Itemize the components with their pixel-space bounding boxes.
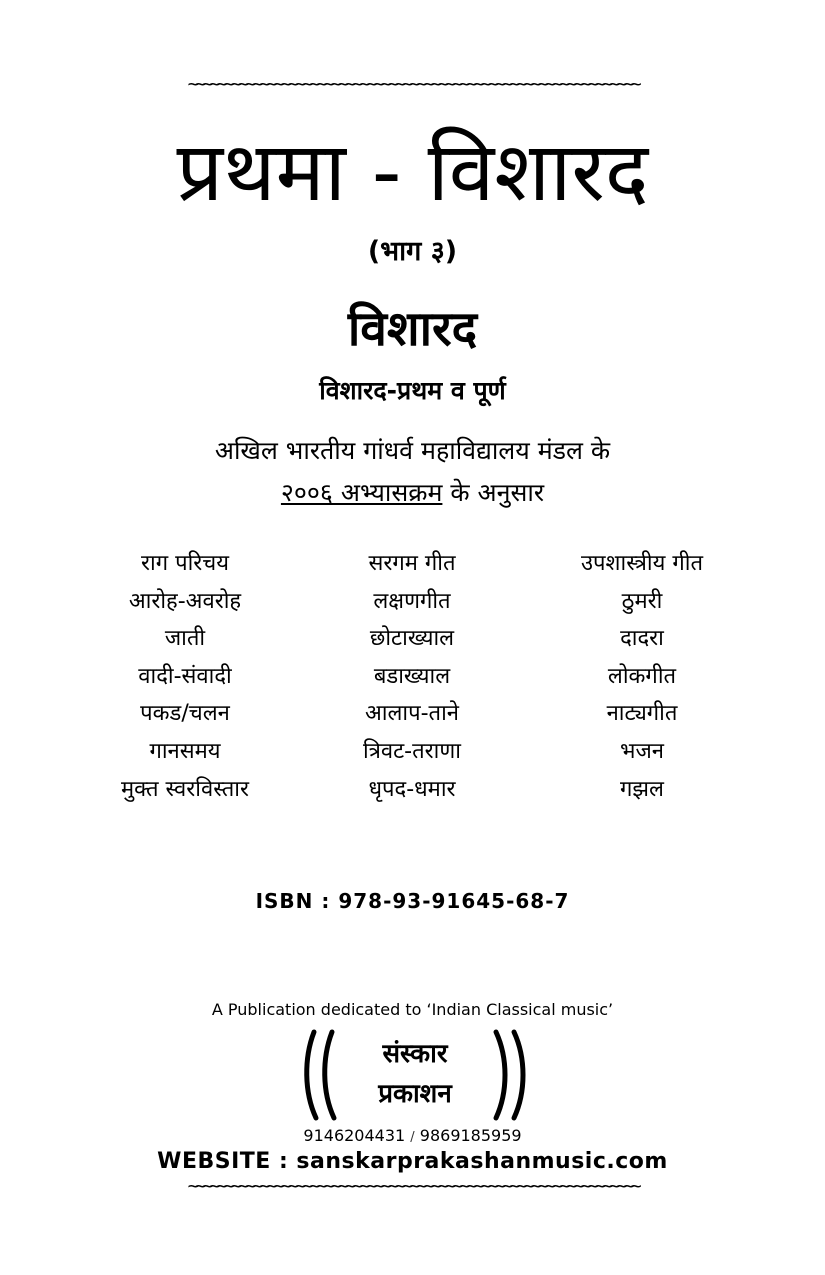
topic-item: गझल	[620, 776, 664, 802]
topic-item: सरगम गीत	[368, 551, 456, 576]
phone-number-1[interactable]: 9146204431	[303, 1126, 406, 1145]
topic-item: ठुमरी	[621, 588, 663, 614]
topic-item: पकड/चलन	[140, 701, 230, 727]
topic-item: राग परिचय	[141, 551, 229, 576]
logo-bars-left-icon	[300, 1028, 346, 1122]
publication-note: A Publication dedicated to ‘Indian Classical music’	[211, 1000, 614, 1019]
topics-column-3	[502, 545, 782, 808]
syllabus-line	[0, 474, 825, 512]
logo-bars-right-icon	[484, 1028, 530, 1122]
publisher-name-line1: संस्कार	[382, 1039, 448, 1069]
topic-item: लक्षणगीत	[373, 588, 451, 614]
syllabus-rest: के अनुसार	[442, 478, 545, 507]
course-label: विशारद-प्रथम व पूर्ण	[319, 376, 506, 405]
website-link[interactable]: WEBSITE : sanskarprakashanmusic.com	[157, 1149, 668, 1174]
publisher-name-line2: प्रकाशन	[378, 1079, 452, 1109]
topic-item: धृपद-धमार	[368, 776, 456, 802]
topic-item: नाट्यगीत	[606, 701, 678, 727]
topic-item: बडाख्याल	[373, 663, 451, 689]
topic-item: गानसमय	[149, 738, 221, 764]
subtitle: विशारद	[347, 301, 478, 357]
part-label: (भाग ३)	[367, 236, 458, 267]
topic-item: त्रिवट-तराणा	[363, 738, 461, 764]
topic-item: लोकगीत	[607, 663, 677, 689]
topic-item: उपशास्त्रीय गीत	[581, 551, 703, 576]
syllabus-year: २००६ अभ्यासक्रम	[280, 478, 443, 507]
phone-number-2[interactable]: 9869185959	[419, 1126, 522, 1145]
isbn: ISBN : 978-93-91645-68-7	[255, 889, 570, 913]
board-description: अखिल भारतीय गांधर्व महाविद्यालय मंडल के	[214, 436, 611, 465]
phone-separator: /	[410, 1130, 415, 1145]
topic-item: छोटाख्याल	[369, 626, 455, 652]
book-title: प्रथमा - विशारद	[176, 125, 649, 220]
bottom-tilde-border: ~~~~~~~~~~~~~~~~~~~~~~~~~~~~~~~~~~~~~~~~~~~~~~~~~~~~~~~~~~~~~~~	[187, 1176, 638, 1196]
publisher-logo	[300, 1028, 530, 1122]
top-tilde-border: ~~~~~~~~~~~~~~~~~~~~~~~~~~~~~~~~~~~~~~~~~~~~~~~~~~~~~~~~~~~~~~~	[187, 74, 638, 94]
topic-item: आरोह-अवरोह	[128, 588, 242, 614]
topic-item: मुक्त स्वरविस्तार	[121, 776, 249, 802]
topic-item: आलाप-ताने	[365, 701, 459, 727]
topic-item: जाती	[164, 626, 206, 652]
topic-item: भजन	[619, 738, 664, 764]
topic-item: वादी-संवादी	[138, 663, 232, 689]
topic-item: दादरा	[620, 626, 664, 652]
